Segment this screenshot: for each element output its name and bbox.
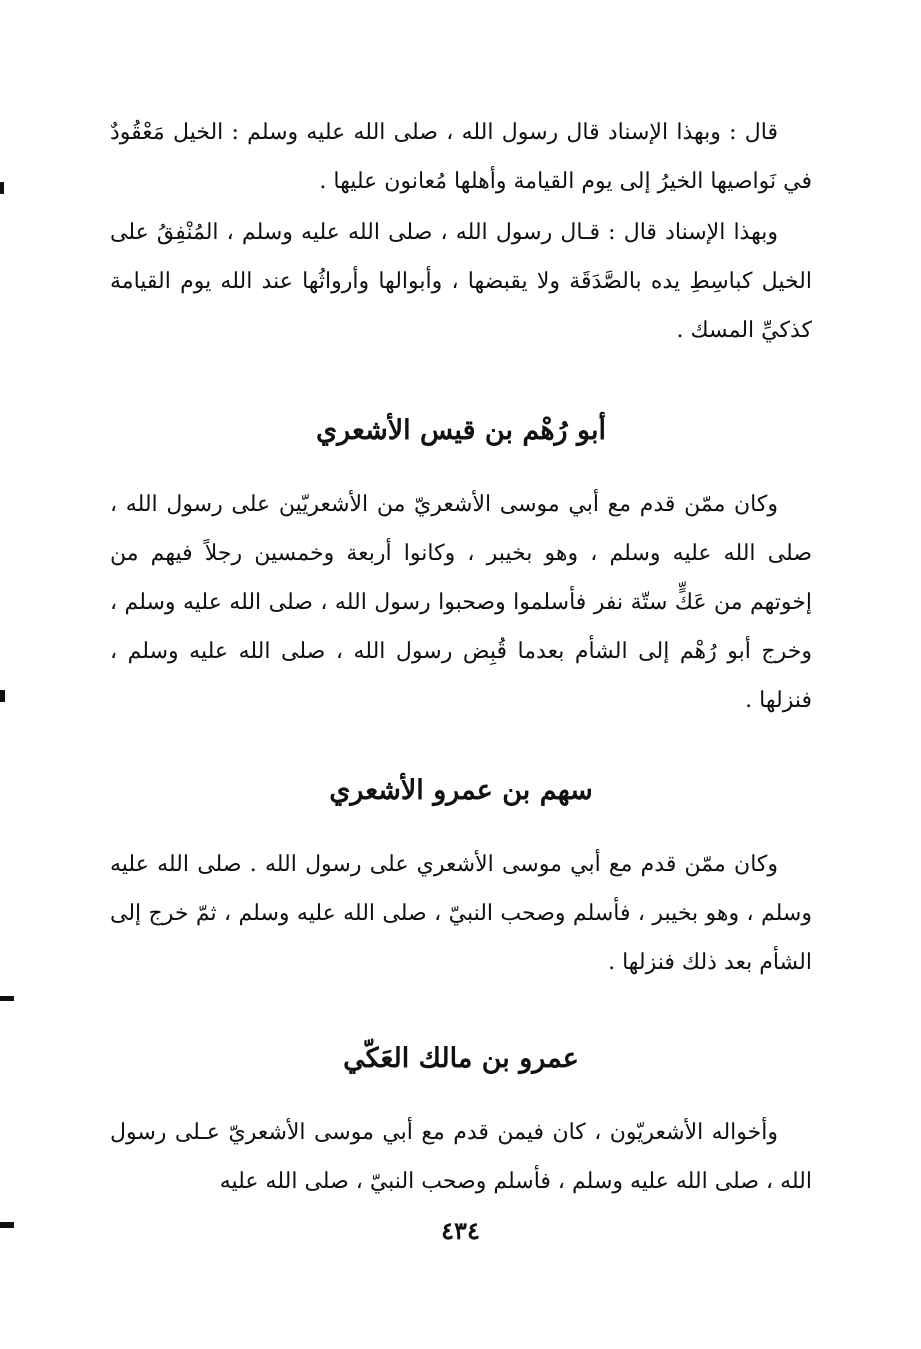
section-body: وكان ممّن قدم مع أبي موسى الأشعريّ من الأشعريّين على رسول الله ، صلى الله عليه وسلم ، وهو بخيبر ، وكانوا أربعة وخمسين رجلاً فيهم من إخوتهم من عَكٍّ ستّة نفر فأسلموا وصحبوا رسول الله ، صلى الله عليه وسلم ، وخرج أبو رُهْم إلى الشأم بعدما قُبِض رسول الله ، صلى الله عليه وسلم ، فنزلها . (110, 492, 813, 713)
scan-edge-mark (0, 1222, 14, 1228)
section-heading: سهم بن عمرو الأشعري (329, 775, 593, 806)
section-body: وأخواله الأشعريّون ، كان فيمن قدم مع أبي موسى الأشعريّ عـلى رسول الله ، صلى الله عليه وسلم ، فأسلم وصحب النبيّ ، صلى الله عليه (110, 1120, 812, 1194)
section-heading: أبو رُهْم بن قيس الأشعري (316, 415, 606, 446)
scan-edge-mark (0, 690, 5, 702)
page-text (110, 108, 812, 1206)
page-number: ٤٣٤ (441, 1216, 480, 1245)
scan-edge-mark (0, 996, 14, 1001)
paragraph: قال : وبهذا الإسناد قال رسول الله ، صلى الله عليه وسلم : الخيل مَعْقُودٌ في نَواصيها الخيرُ إلى يوم القيامة وأهلها مُعانون عليها . (110, 120, 812, 194)
section-body: وكان ممّن قدم مع أبي موسى الأشعري على رسول الله . صلى الله عليه وسلم ، وهو بخيبر ، فأسلم وصحب النبيّ ، صلى الله عليه وسلم ، ثمّ خرج إلى الشأم بعد ذلك فنزلها . (110, 852, 812, 975)
scan-edge-mark (0, 182, 4, 194)
section-heading: عمرو بن مالك العَكّي (343, 1043, 579, 1074)
paragraph: وبهذا الإسناد قال : قـال رسول الله ، صلى الله عليه وسلم ، المُنْفِقُ على الخيل كباسِطِ يده بالصَّدَقَة ولا يقبضها ، وأبوالها وأرواثُها عند الله يوم القيامة كذكيِّ المسك . (110, 220, 812, 343)
